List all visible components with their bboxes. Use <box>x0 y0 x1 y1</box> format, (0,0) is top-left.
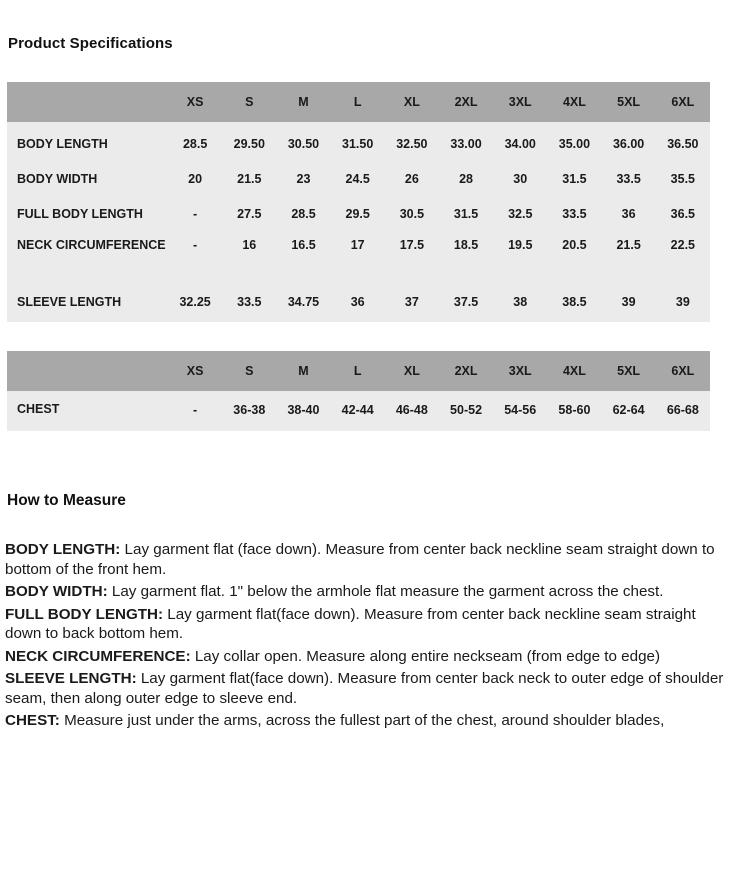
table-cell: 32.50 <box>385 122 439 162</box>
table-cell: 33.00 <box>439 122 493 162</box>
definition-text: Lay garment flat. 1" below the armhole flat measure the garment across the chest. <box>107 583 664 600</box>
size-header: 3XL <box>493 351 547 391</box>
table-cell: - <box>168 232 222 286</box>
measurements-table <box>7 82 710 322</box>
table-cell: - <box>168 196 222 232</box>
table-cell: 21.5 <box>222 162 276 196</box>
table-cell: 38 <box>493 286 547 322</box>
size-header: XS <box>168 351 222 391</box>
table-cell: 35.00 <box>547 122 601 162</box>
row-label: BODY WIDTH <box>7 162 168 196</box>
table-cell: 33.5 <box>222 286 276 322</box>
table-cell: 29.5 <box>331 196 385 232</box>
table-row <box>7 196 710 232</box>
page-title: Product Specifications <box>8 35 173 52</box>
table-cell: 36-38 <box>222 391 276 431</box>
definition-term: FULL BODY LENGTH: <box>5 605 164 623</box>
size-header: M <box>276 351 330 391</box>
table-cell: 36 <box>331 286 385 322</box>
size-header: XL <box>385 82 439 122</box>
size-header: S <box>222 82 276 122</box>
size-header: 6XL <box>656 351 710 391</box>
table-cell: 30.5 <box>385 196 439 232</box>
size-header: 4XL <box>547 351 601 391</box>
header-corner <box>7 82 168 122</box>
definition-item <box>5 582 735 602</box>
size-header: 2XL <box>439 351 493 391</box>
table-cell: 39 <box>656 286 710 322</box>
row-label: SLEEVE LENGTH <box>7 286 168 322</box>
size-header: 4XL <box>547 82 601 122</box>
definition-item <box>5 669 735 708</box>
size-header: XL <box>385 351 439 391</box>
table-cell: 33.5 <box>602 162 656 196</box>
table-cell: 66-68 <box>656 391 710 431</box>
table-cell: 30 <box>493 162 547 196</box>
definition-text: Lay collar open. Measure along entire neckseam (from edge to edge) <box>190 647 661 665</box>
definition-term: CHEST: <box>5 712 60 729</box>
definition-item <box>5 711 735 731</box>
table-cell: 19.5 <box>493 232 547 286</box>
table-cell: 28.5 <box>276 196 330 232</box>
size-header: XS <box>168 82 222 122</box>
table-cell: 36.50 <box>656 122 710 162</box>
size-header: 5XL <box>602 351 656 391</box>
table-cell: 20 <box>168 162 222 196</box>
definition-text: Lay garment flat (face down). Measure from center back neckline seam straight down to bottom of the front hem. <box>5 541 715 578</box>
row-label: FULL BODY LENGTH <box>7 196 168 232</box>
table-cell: 39 <box>602 286 656 322</box>
table-cell: 42-44 <box>331 391 385 431</box>
table-cell: - <box>168 391 222 431</box>
definition-item <box>5 540 735 579</box>
table-row <box>7 286 710 322</box>
size-header: L <box>331 82 385 122</box>
table-cell: 54-56 <box>493 391 547 431</box>
table-cell: 28 <box>439 162 493 196</box>
table-cell: 16 <box>222 232 276 286</box>
table-cell: 38.5 <box>547 286 601 322</box>
row-label: NECK CIRCUMFERENCE <box>7 232 168 286</box>
definition-term: BODY LENGTH: <box>5 541 121 558</box>
header-corner <box>7 351 168 391</box>
table-cell: 32.5 <box>493 196 547 232</box>
table-cell: 37 <box>385 286 439 322</box>
table-cell: 20.5 <box>547 232 601 286</box>
table-cell: 17 <box>331 232 385 286</box>
table-cell: 30.50 <box>276 122 330 162</box>
table-cell: 18.5 <box>439 232 493 286</box>
table-row <box>7 391 710 431</box>
table-cell: 37.5 <box>439 286 493 322</box>
table-header-row <box>7 351 710 391</box>
table-cell: 23 <box>276 162 330 196</box>
definition-item <box>5 647 735 667</box>
definition-item <box>5 605 735 644</box>
definition-text: Lay garment flat(face down). Measure from center back neck to outer edge of shoulder seam, then along outer edge to sleeve end. <box>5 670 724 707</box>
definition-term: BODY WIDTH: <box>5 583 108 600</box>
size-header: 5XL <box>602 82 656 122</box>
definition-term: NECK CIRCUMFERENCE: <box>5 647 191 665</box>
table-cell: 50-52 <box>439 391 493 431</box>
how-to-measure-title: How to Measure <box>7 492 126 509</box>
table-cell: 46-48 <box>385 391 439 431</box>
table-cell: 31.5 <box>547 162 601 196</box>
table-cell: 31.5 <box>439 196 493 232</box>
table-cell: 36.00 <box>602 122 656 162</box>
table-cell: 38-40 <box>276 391 330 431</box>
table-cell: 27.5 <box>222 196 276 232</box>
size-header: 3XL <box>493 82 547 122</box>
size-header: S <box>222 351 276 391</box>
row-label: BODY LENGTH <box>7 122 168 162</box>
table-cell: 21.5 <box>602 232 656 286</box>
definition-text: Measure just under the arms, across the fullest part of the chest, around shoulder blades, <box>59 712 665 729</box>
table-row <box>7 122 710 162</box>
table-cell: 26 <box>385 162 439 196</box>
table-cell: 34.75 <box>276 286 330 322</box>
table-cell: 22.5 <box>656 232 710 286</box>
table-cell: 36.5 <box>656 196 710 232</box>
size-header: L <box>331 351 385 391</box>
table-cell: 28.5 <box>168 122 222 162</box>
table-row <box>7 162 710 196</box>
table-cell: 35.5 <box>656 162 710 196</box>
table-header-row <box>7 82 710 122</box>
row-label: CHEST <box>7 391 168 431</box>
table-cell: 34.00 <box>493 122 547 162</box>
table-cell: 62-64 <box>602 391 656 431</box>
table-cell: 17.5 <box>385 232 439 286</box>
measurement-definitions <box>5 540 735 734</box>
size-header: 2XL <box>439 82 493 122</box>
size-header: 6XL <box>656 82 710 122</box>
table-cell: 16.5 <box>276 232 330 286</box>
definition-text: Lay garment flat(face down). Measure from center back neckline seam straight down to back bottom hem. <box>5 605 696 642</box>
definition-term: SLEEVE LENGTH: <box>5 670 137 687</box>
table-cell: 24.5 <box>331 162 385 196</box>
chest-table <box>7 351 710 431</box>
table-row <box>7 232 710 286</box>
size-header: M <box>276 82 330 122</box>
table-cell: 31.50 <box>331 122 385 162</box>
table-cell: 33.5 <box>547 196 601 232</box>
table-cell: 58-60 <box>547 391 601 431</box>
table-cell: 32.25 <box>168 286 222 322</box>
table-cell: 29.50 <box>222 122 276 162</box>
table-cell: 36 <box>602 196 656 232</box>
